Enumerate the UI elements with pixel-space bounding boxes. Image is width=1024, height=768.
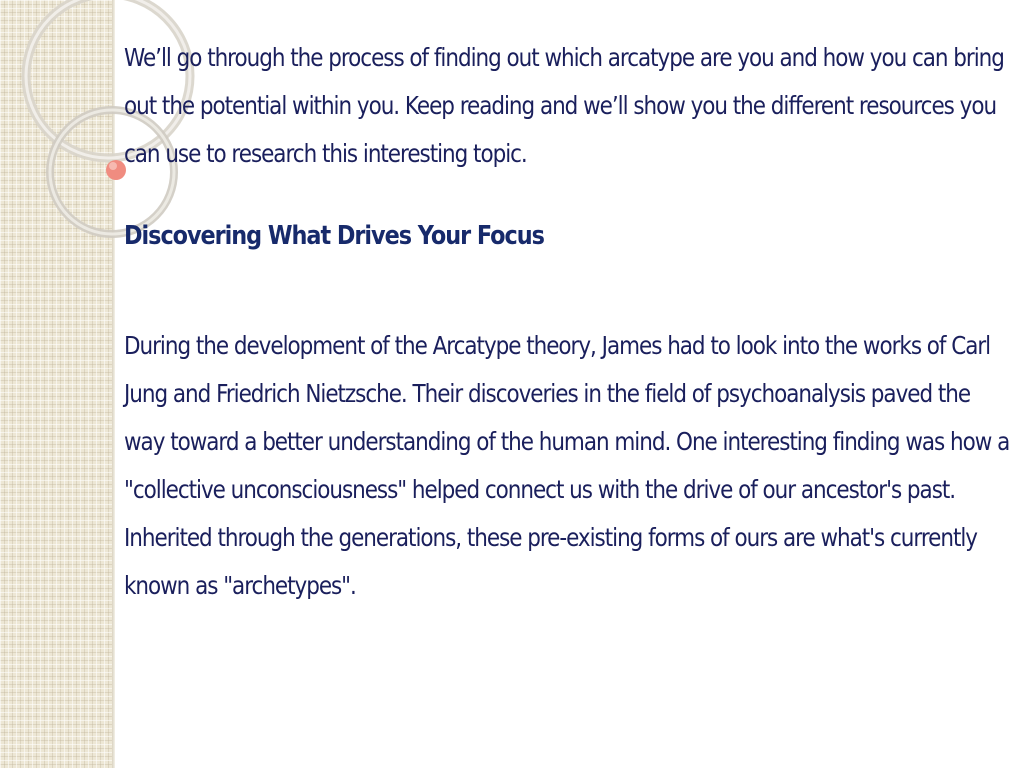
body-paragraph: During the development of the Arcatype theory, James had to look into the works of Carl Jung and Friedrich Nietzsche. Their discoveries in the field of psychoanalysis paved the way toward a better understanding of the human mind. One interesting finding was how a "collective unconsciousness" helped connect us with the drive of our ancestor's past. Inherited through the generations, these pre-existing forms of ours are what's currently known as "archetypes". — [124, 331, 1010, 600]
decorative-dot — [106, 160, 126, 180]
intro-paragraph: We’ll go through the process of finding out which arcatype are you and how you can bring out the potential within you. Keep reading and we’ll show you the different resources you can use to research this interesting topic. — [124, 43, 1004, 168]
slide-content — [124, 34, 1008, 610]
decorative-dot-shine — [109, 162, 117, 170]
section-heading: Discovering What Drives Your Focus — [124, 221, 544, 251]
